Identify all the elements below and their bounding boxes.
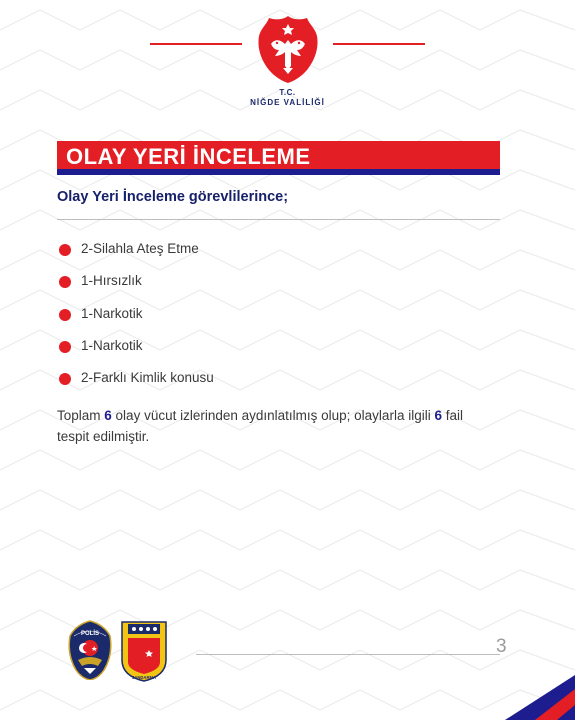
bullet-dot-icon	[59, 341, 71, 353]
police-badge-icon	[68, 620, 112, 680]
section-title-banner	[57, 141, 500, 175]
page-title: OLAY YERİ İNCELEME	[66, 144, 311, 169]
bullet-dot-icon	[59, 309, 71, 321]
page-number: 3	[496, 636, 507, 657]
summary-text-part2: olay vücut izlerinden aydınlatılmış olup; olaylarla ilgili	[111, 408, 435, 423]
corner-decoration	[505, 675, 575, 720]
org-line-tc: T.C.	[279, 88, 296, 97]
police-badge-label: POLİS	[80, 631, 100, 637]
bullet-dot-icon	[59, 373, 71, 385]
list-item-label: 1-Hırsızlık	[81, 273, 142, 288]
list-item-label: 2-Farklı Kimlik konusu	[81, 370, 214, 385]
list-item-label: 1-Narkotik	[81, 306, 143, 321]
list-item-label: 2-Silahla Ateş Etme	[81, 241, 199, 256]
footer-divider	[196, 654, 500, 655]
jandarma-badge-label: JANDARMA	[132, 675, 156, 680]
summary-paragraph	[57, 405, 487, 447]
org-line-valilik: NİĞDE VALİLİĞİ	[250, 98, 325, 107]
header-divider-left	[150, 43, 242, 45]
bullet-dot-icon	[59, 276, 71, 288]
bullet-dot-icon	[59, 244, 71, 256]
list-item-label: 1-Narkotik	[81, 338, 143, 353]
jandarma-badge-icon	[120, 620, 168, 682]
summary-total-events: 6	[104, 408, 112, 423]
summary-text-part3: fail tespit edilmiştir.	[57, 408, 463, 444]
section-subtitle: Olay Yeri İnceleme görevlilerince;	[57, 189, 289, 205]
subtitle-divider	[57, 219, 500, 220]
header-divider-right	[333, 43, 425, 45]
summary-text-part1: Toplam	[57, 408, 105, 423]
summary-total-suspects: 6	[434, 408, 442, 423]
double-headed-eagle-emblem-icon	[257, 14, 319, 84]
